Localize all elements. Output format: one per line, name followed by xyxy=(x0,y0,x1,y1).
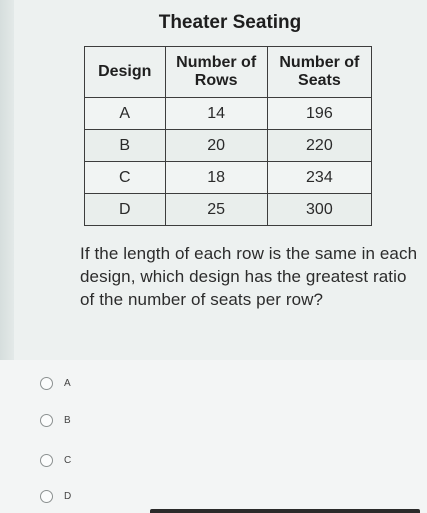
cell-seats: 300 xyxy=(267,194,371,226)
cell-seats: 220 xyxy=(267,130,371,162)
table-title: Theater Seating xyxy=(158,12,302,33)
table-row xyxy=(85,130,372,162)
radio-button-icon[interactable] xyxy=(40,377,53,390)
theater-seating-table xyxy=(84,46,372,226)
cell-rows: 20 xyxy=(165,130,267,162)
header-number-of-seats xyxy=(267,47,371,98)
bottom-edge-bar xyxy=(150,509,420,513)
cell-rows: 18 xyxy=(165,162,267,194)
table-row xyxy=(85,98,372,130)
header-seats-line1: Number of xyxy=(279,54,360,71)
header-rows-line1: Number of xyxy=(176,54,257,71)
choice-label: B xyxy=(64,414,71,426)
table-row xyxy=(85,162,372,194)
header-seats-line2: Seats xyxy=(298,72,341,89)
header-design xyxy=(85,47,166,98)
cell-seats: 196 xyxy=(267,98,371,130)
header-rows-line2: Rows xyxy=(194,72,238,89)
answer-choices xyxy=(0,360,427,513)
cell-design: B xyxy=(85,130,166,162)
header-number-of-rows xyxy=(165,47,267,98)
header-design-label: Design xyxy=(98,63,152,80)
question-text: If the length of each row is the same in each design, which design has the greatest ratio of the number of seats per row? xyxy=(80,244,418,309)
cell-seats: 234 xyxy=(267,162,371,194)
radio-button-icon[interactable] xyxy=(40,454,53,467)
radio-button-icon[interactable] xyxy=(40,414,53,427)
choice-a[interactable] xyxy=(40,373,71,393)
choice-label: C xyxy=(64,454,72,466)
cell-design: C xyxy=(85,162,166,194)
table-row xyxy=(85,194,372,226)
radio-button-icon[interactable] xyxy=(40,490,53,503)
cell-design: D xyxy=(85,194,166,226)
cell-rows: 25 xyxy=(165,194,267,226)
choice-label: A xyxy=(64,377,71,389)
choice-b[interactable] xyxy=(40,410,71,430)
choice-c[interactable] xyxy=(40,450,71,470)
choice-label: D xyxy=(64,490,72,502)
cell-rows: 14 xyxy=(165,98,267,130)
cell-design: A xyxy=(85,98,166,130)
choice-d[interactable] xyxy=(40,486,71,506)
table-header-row xyxy=(85,47,372,98)
